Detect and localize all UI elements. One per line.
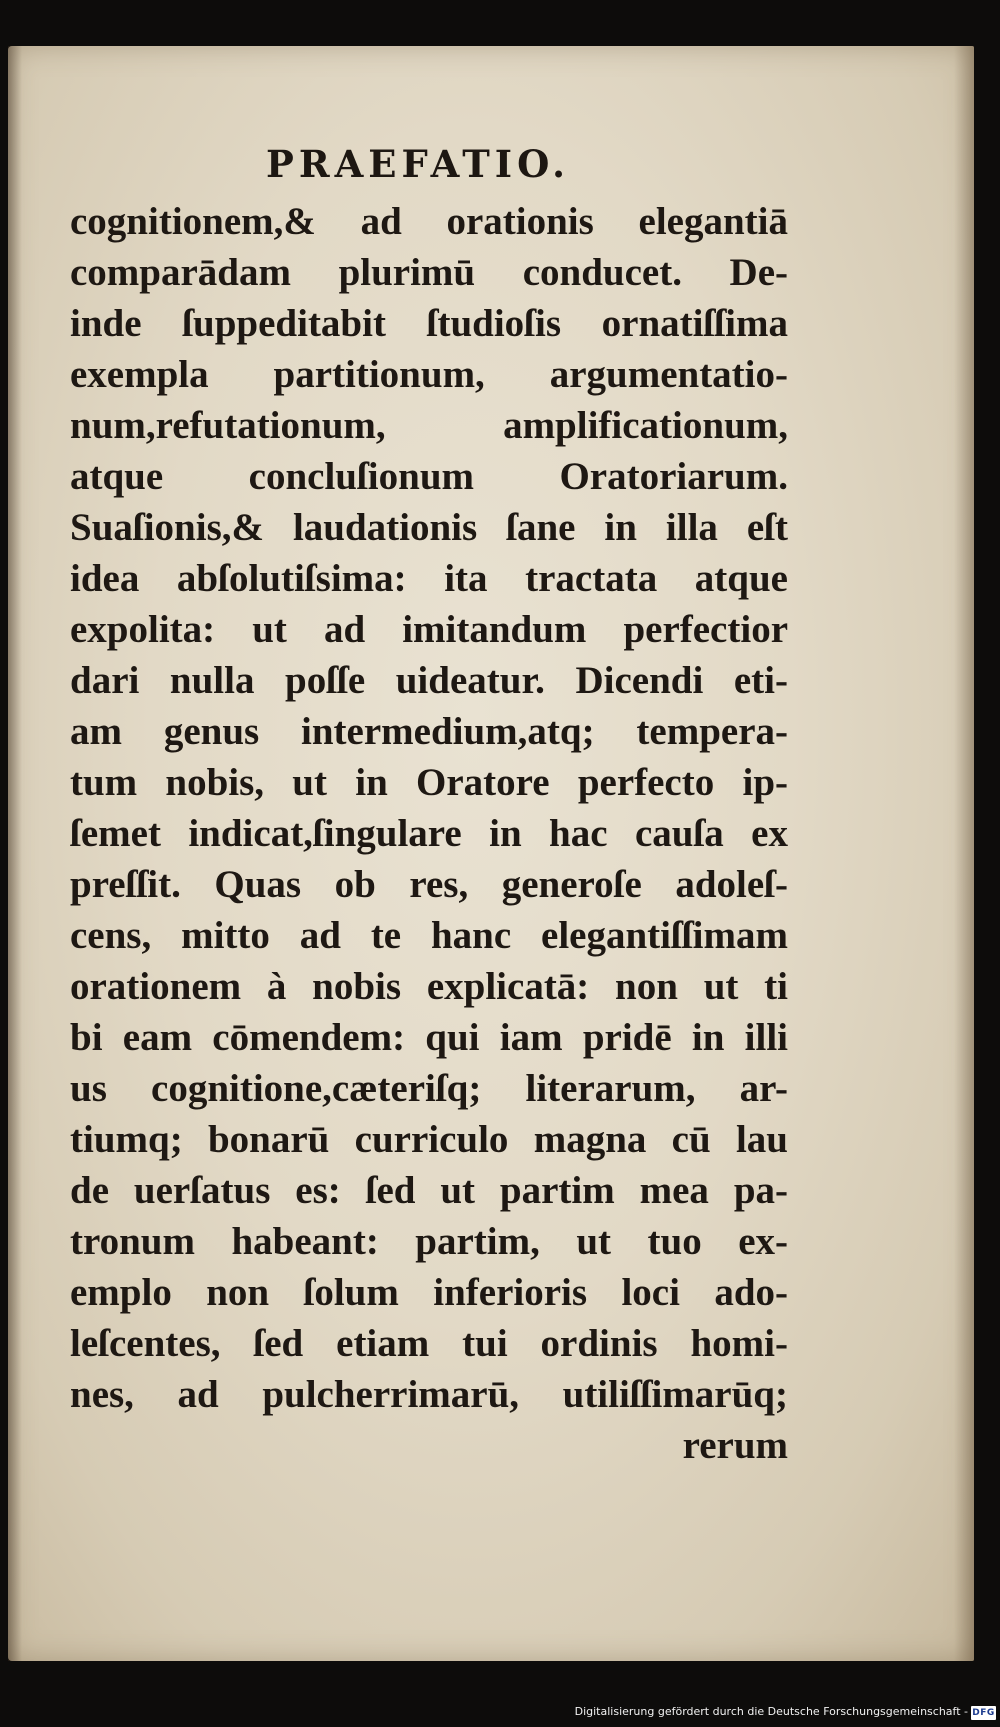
running-head: PRAEFATIO. xyxy=(266,142,571,186)
catchword: rerum xyxy=(682,1424,788,1467)
text-line: atque concluſionum Oratoriarum. xyxy=(70,455,788,498)
text-line: tum nobis, ut in Oratore perfecto ip- xyxy=(70,761,788,804)
body-text xyxy=(70,196,788,1471)
text-line: nes, ad pulcherrimarū, utiliſſimarūq; xyxy=(70,1373,788,1416)
dfg-logo-icon: DFG xyxy=(972,1708,995,1718)
text-line: ſemet indicat,ſingulare in hac cauſa ex xyxy=(70,812,788,855)
book-page xyxy=(8,46,974,1661)
text-line: num,refutationum, amplificationum, xyxy=(70,404,788,447)
funding-credit: Digitalisierung gefördert durch die Deutsche Forschungsgemeinschaft - xyxy=(574,1705,968,1718)
text-line: Suaſionis,& laudationis ſane in illa eſt xyxy=(70,506,788,549)
text-line: orationem à nobis explicatā: non ut ti xyxy=(70,965,788,1008)
text-line: comparādam plurimū conducet. De- xyxy=(70,251,788,294)
text-line: preſſit. Quas ob res, generoſe adoleſ- xyxy=(70,863,788,906)
footer-bar xyxy=(0,1697,1000,1727)
text-line: emplo non ſolum inferioris loci ado- xyxy=(70,1271,788,1314)
text-line: dari nulla poſſe uideatur. Dicendi eti- xyxy=(70,659,788,702)
text-line: us cognitione,cæteriſq; literarum, ar- xyxy=(70,1067,788,1110)
text-line: tronum habeant: partim, ut tuo ex- xyxy=(70,1220,788,1263)
text-line: exempla partitionum, argumentatio- xyxy=(70,353,788,396)
text-line: bi eam cōmendem: qui iam pridē in illi xyxy=(70,1016,788,1059)
text-line: idea abſolutiſsima: ita tractata atque xyxy=(70,557,788,600)
text-line: cens, mitto ad te hanc elegantiſſimam xyxy=(70,914,788,957)
text-line: leſcentes, ſed etiam tui ordinis homi- xyxy=(70,1322,788,1365)
text-line: tiumq; bonarū curriculo magna cū lau xyxy=(70,1118,788,1161)
text-line: de uerſatus es: ſed ut partim mea pa- xyxy=(70,1169,788,1212)
text-line: am genus intermedium,atq; tempera- xyxy=(70,710,788,753)
text-line: expolita: ut ad imitandum perfectior xyxy=(70,608,788,651)
text-line: cognitionem,& ad orationis elegantiā xyxy=(70,200,788,243)
text-line: inde ſuppeditabit ſtudioſis ornatiſſima xyxy=(70,302,788,345)
